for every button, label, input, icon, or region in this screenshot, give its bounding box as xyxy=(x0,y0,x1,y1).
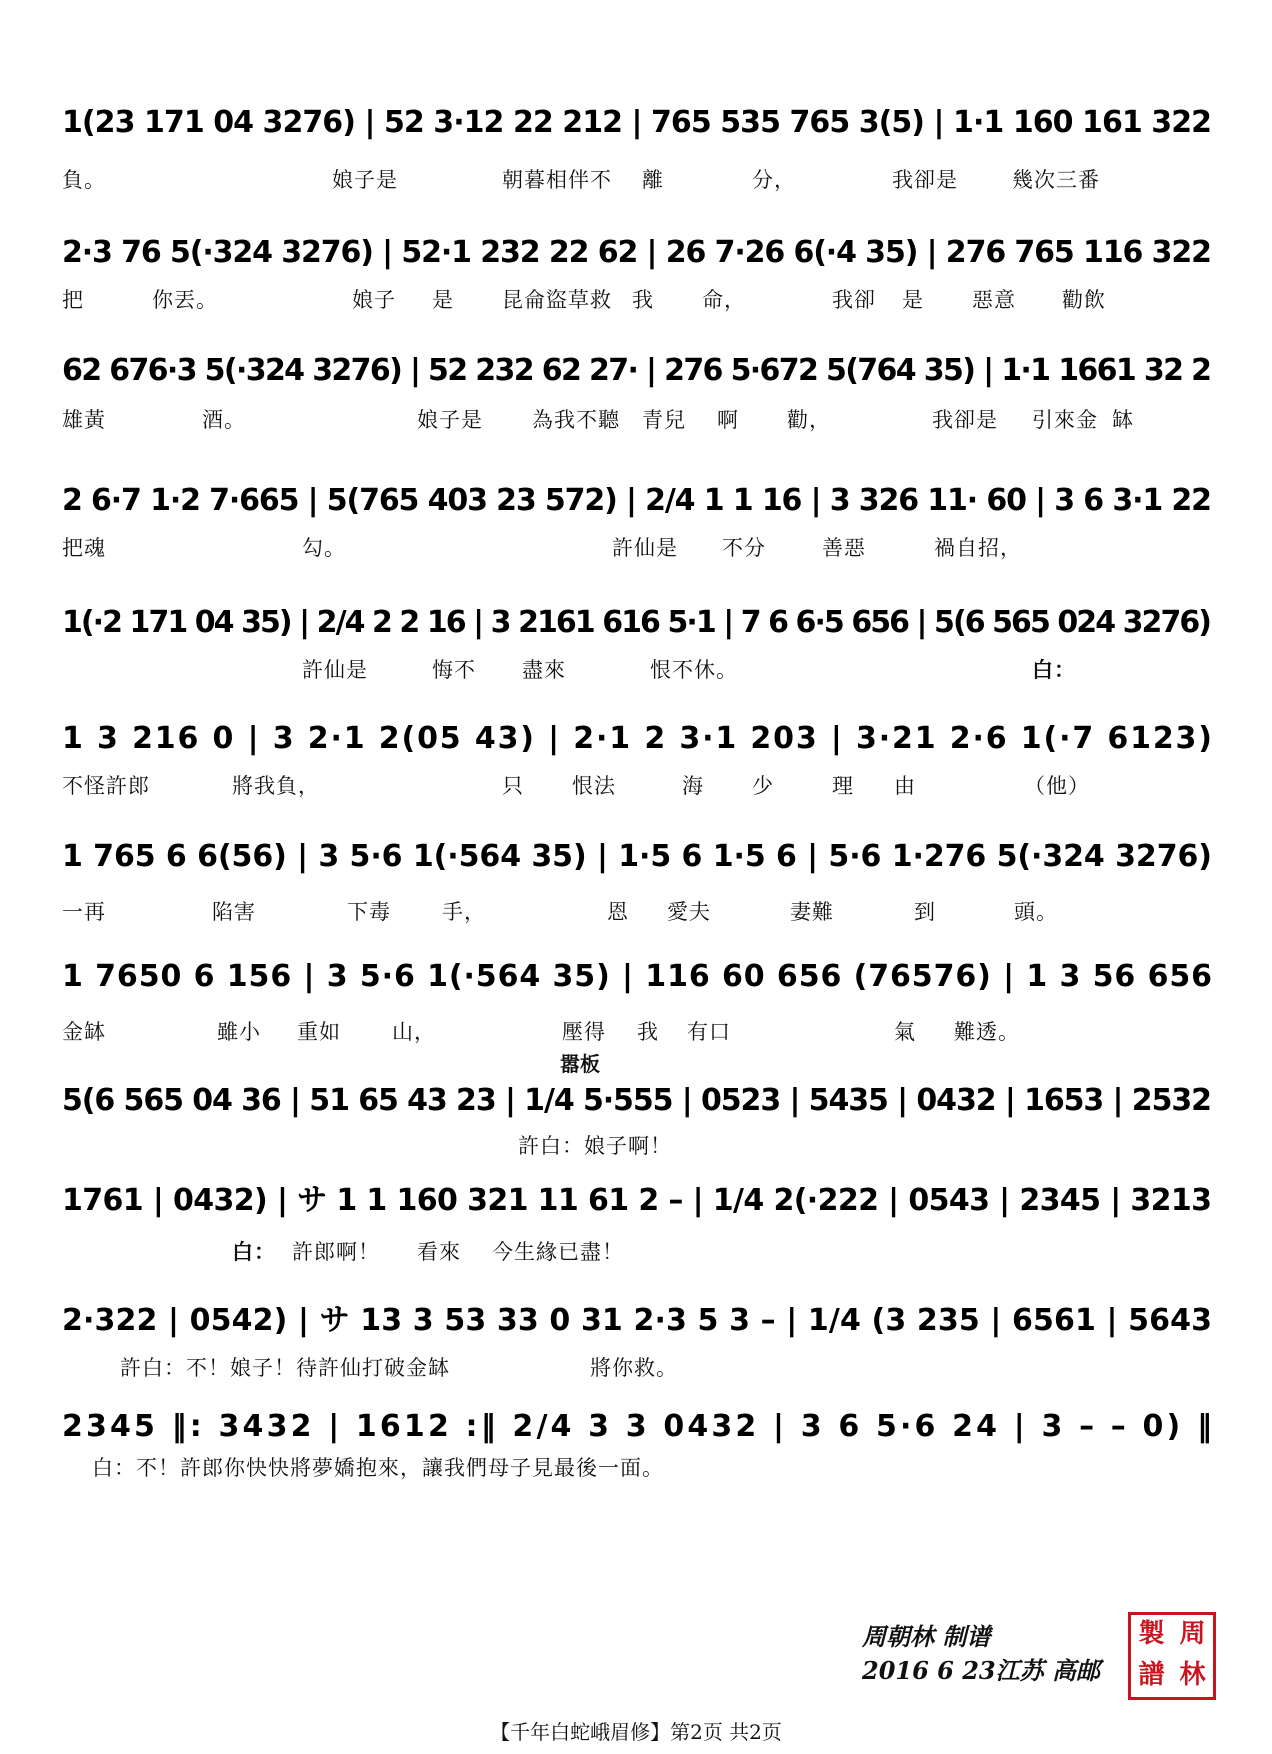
notation-line xyxy=(62,946,1222,1006)
lyric: 恨不休。 xyxy=(650,658,738,682)
notation-line xyxy=(62,1290,1222,1350)
lyric: 是 xyxy=(902,288,924,312)
lyric: 命， xyxy=(702,288,746,312)
lyric-line xyxy=(62,1130,1222,1160)
lyric: 將我負， xyxy=(232,774,320,798)
lyric: 把魂 xyxy=(62,536,106,560)
seal-char: 譜 xyxy=(1138,1660,1165,1690)
lyric: 海 xyxy=(682,774,704,798)
lyric: 山， xyxy=(392,1020,436,1044)
lyric: 勸飲 xyxy=(1062,288,1106,312)
lyric: 白：不！許郎你快快將夢嬌抱來，讓我們母子見最後一面。 xyxy=(92,1456,664,1480)
credit-date: 2016 6 23江苏 高邮 xyxy=(862,1656,1100,1685)
notes-text: 2·322 | 0542) | サ 13 3 53 33 0 31 2·3 5 3 – | 1/4 (3 235 | 6561 | 5643 xyxy=(62,1303,1212,1338)
lyric: 我卻是 xyxy=(892,168,958,192)
lyric: 離 xyxy=(642,168,664,192)
notation-line xyxy=(62,1170,1222,1230)
notes-text: 1 3 216 0 | 3 2·1 2(05 43) | 2·1 2 3·1 203 | 3·21 2·6 1(·7 6123) xyxy=(62,721,1212,756)
lyric: 我 xyxy=(637,1020,659,1044)
lyric: 善惡 xyxy=(822,536,866,560)
notes-text: 1(·2 171 04 35) | 2/4 2 2 16 | 3 2161 616 5·1 | 7 6 6·5 656 | 5(6 565 024 3276) xyxy=(62,605,1213,640)
notes-text: 2 6·7 1·2 7·665 | 5(765 403 23 572) | 2/4 1 1 16 | 3 326 11· 60 | 3 6 3·1 22 xyxy=(62,483,1213,518)
lyric: 引來金 xyxy=(1032,408,1098,432)
notes-text: 2345 ‖: 3432 | 1612 :‖ 2/4 3 3 0432 | 3 6 5·6 24 | 3 – – 0) ‖ xyxy=(62,1409,1212,1444)
lyric: 把 xyxy=(62,288,84,312)
lyric: 悔不 xyxy=(432,658,476,682)
lyric: 一再 xyxy=(62,900,106,924)
lyric: 到 xyxy=(914,900,936,924)
lyric: 不分 xyxy=(722,536,766,560)
lyric: 今生緣已盡！ xyxy=(492,1240,624,1264)
lyric: 只 xyxy=(502,774,524,798)
notes-text: 1761 | 0432) | サ 1 1 160 321 11 61 2 – | 1/4 2(·222 | 0543 | 2345 | 3213 xyxy=(62,1183,1212,1218)
lyric: 負。 xyxy=(62,168,106,192)
lyric-line xyxy=(62,284,1222,314)
lyric: 我卻是 xyxy=(932,408,998,432)
lyric: 為我不聽 xyxy=(532,408,620,432)
lyric: 朝暮相伴不 xyxy=(502,168,612,192)
lyric: 有口 xyxy=(687,1020,731,1044)
lyric: 娘子是 xyxy=(417,408,483,432)
seal-char: 林 xyxy=(1179,1660,1206,1690)
lyric: 娘子 xyxy=(352,288,396,312)
lyric-line xyxy=(62,404,1222,434)
lyric: 手， xyxy=(442,900,486,924)
page-footer: 【千年白蛇峨眉修】第2页 共2页 xyxy=(490,1720,782,1744)
lyric: 由 xyxy=(894,774,916,798)
notation-line xyxy=(62,1396,1222,1456)
lyric: 恨法 xyxy=(572,774,616,798)
lyric: 雖小 xyxy=(217,1020,261,1044)
notation-line xyxy=(62,1070,1222,1130)
notation-line xyxy=(62,826,1222,886)
lyric: 禍自招， xyxy=(934,536,1022,560)
lyric: 下毒 xyxy=(347,900,391,924)
lyric-line xyxy=(62,1452,1222,1482)
credit-author: 周朝林 制谱 xyxy=(862,1622,991,1651)
lyric: 看來 xyxy=(417,1240,461,1264)
lyric: 許仙是 xyxy=(302,658,368,682)
lyric-line xyxy=(62,770,1222,800)
credit-block xyxy=(862,1620,1100,1688)
lyric: 愛夫 xyxy=(667,900,711,924)
notation-line xyxy=(62,470,1222,530)
lyric: 分， xyxy=(752,168,796,192)
lyric-line xyxy=(62,1236,1222,1266)
lyric: 你丟。 xyxy=(152,288,218,312)
lyric: 壓得 xyxy=(562,1020,606,1044)
notes-text: 1 7650 6 156 | 3 5·6 1(·564 35) | 116 60 656 (76576) | 1 3 56 656 xyxy=(62,959,1212,994)
lyric-line xyxy=(62,654,1222,684)
lyric: 白： xyxy=(1032,657,1076,682)
lyric: 白： xyxy=(232,1239,276,1264)
section-tag: 嚣板 xyxy=(560,1052,600,1076)
lyric: 惡意 xyxy=(972,288,1016,312)
lyric: 氣 xyxy=(894,1020,916,1044)
lyric-line xyxy=(62,1352,1222,1382)
lyric: 頭。 xyxy=(1014,900,1058,924)
lyric: 理 xyxy=(832,774,854,798)
lyric: 缽 xyxy=(1112,408,1134,432)
lyric: 盡來 xyxy=(522,658,566,682)
lyric: 勾。 xyxy=(302,536,346,560)
lyric: 難透。 xyxy=(954,1020,1020,1044)
lyric: 金缽 xyxy=(62,1020,106,1044)
lyric: 陷害 xyxy=(212,900,256,924)
notation-line xyxy=(62,222,1222,282)
lyric: 恩 xyxy=(607,900,629,924)
notes-text: 1(23 171 04 3276) | 52 3·12 22 212 | 765 535 765 3(5) | 1·1 160 161 322 xyxy=(62,105,1212,140)
notes-text: 62 676·3 5(·324 3276) | 52 232 62 27· | 276 5·672 5(764 35) | 1·1 1661 32 2 xyxy=(62,353,1212,388)
lyric: 不怪許郎 xyxy=(62,774,150,798)
seal-char: 周 xyxy=(1179,1619,1206,1649)
lyric: 我 xyxy=(632,288,654,312)
lyric: 勸， xyxy=(787,408,831,432)
lyric: 啊 xyxy=(717,408,739,432)
lyric-line xyxy=(62,896,1222,926)
lyric: 昆侖盜草救 xyxy=(502,288,612,312)
lyric: 許郎啊！ xyxy=(292,1240,380,1264)
lyric: 許白：不！娘子！待許仙打破金缽 xyxy=(120,1356,450,1380)
lyric: 少 xyxy=(752,774,774,798)
lyric: 我卻 xyxy=(832,288,876,312)
notation-line xyxy=(62,592,1222,652)
lyric: 重如 xyxy=(297,1020,341,1044)
lyric: 青兒 xyxy=(642,408,686,432)
notes-text: 1 765 6 6(56) | 3 5·6 1(·564 35) | 1·5 6 1·5 6 | 5·6 1·276 5(·324 3276) xyxy=(62,839,1212,874)
lyric: 妻難 xyxy=(790,900,834,924)
lyric-line xyxy=(62,1016,1222,1046)
notation-line xyxy=(62,708,1222,768)
notes-text: 5(6 565 04 36 | 51 65 43 23 | 1/4 5·555 | 0523 | 5435 | 0432 | 1653 | 2532 xyxy=(62,1083,1212,1118)
lyric: （他） xyxy=(1024,774,1090,798)
lyric-line xyxy=(62,532,1222,562)
seal-stamp xyxy=(1128,1612,1216,1700)
seal-char: 製 xyxy=(1138,1619,1165,1649)
lyric: 是 xyxy=(432,288,454,312)
notation-line xyxy=(62,92,1222,152)
lyric: 娘子是 xyxy=(332,168,398,192)
lyric: 許白：娘子啊！ xyxy=(518,1134,672,1158)
lyric-line xyxy=(62,164,1222,194)
lyric: 許仙是 xyxy=(612,536,678,560)
lyric: 酒。 xyxy=(202,408,246,432)
notation-svg xyxy=(62,92,1222,152)
lyric: 雄黃 xyxy=(62,408,106,432)
notation-line xyxy=(62,340,1222,400)
lyric: 將你救。 xyxy=(590,1356,678,1380)
lyric: 幾次三番 xyxy=(1012,168,1100,192)
notes-text: 2·3 76 5(·324 3276) | 52·1 232 22 62 | 26 7·26 6(·4 35) | 276 765 116 322 xyxy=(62,235,1212,270)
